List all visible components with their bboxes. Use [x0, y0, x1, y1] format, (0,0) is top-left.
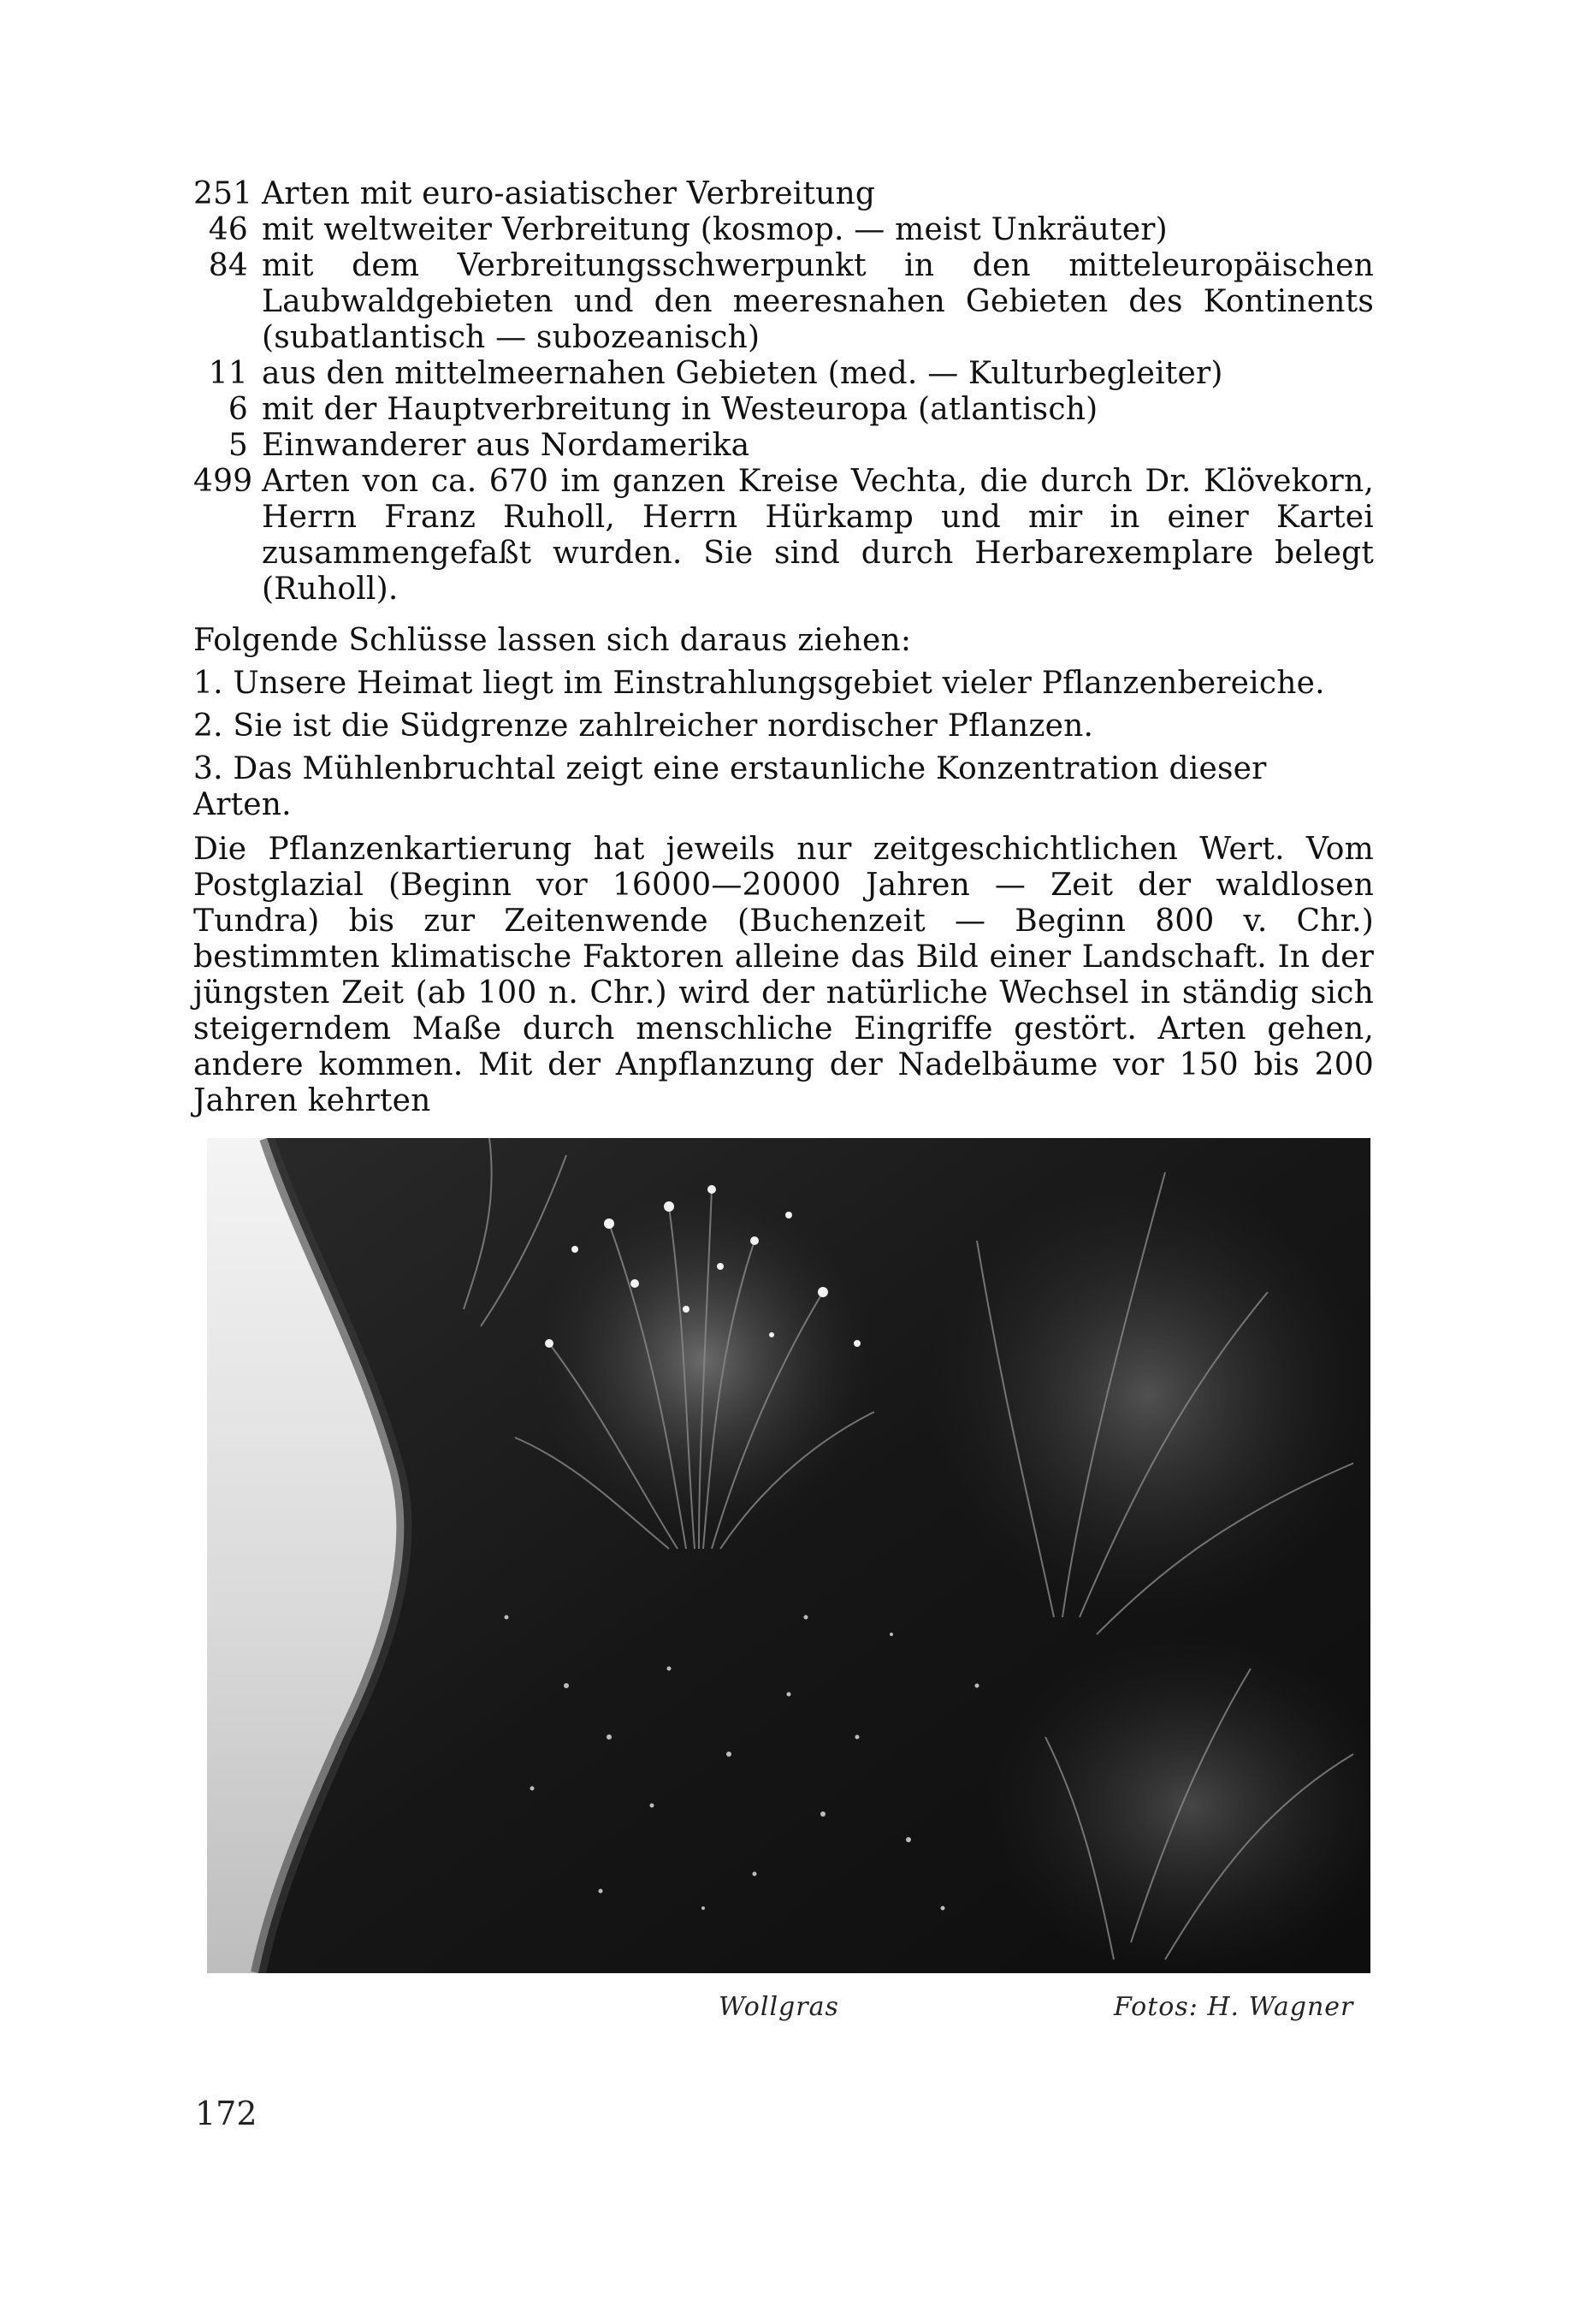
conclusion-item: 2. Sie ist die Südgrenze zahlreicher nordischer Pflanzen. — [193, 708, 1094, 744]
stat-description: aus den mittelmeernahen Gebieten (med. — Kulturbegleiter) — [262, 356, 1223, 391]
conclusions-lead: Folgende Schlüsse lassen sich daraus ziehen: — [193, 623, 912, 658]
body-paragraph: Die Pflanzenkartierung hat jeweils nur zeitgeschichtlichen Wert. Vom Postglazial (Beginn vor 16000—20000 Jahren — Zeit der waldlosen Tundra) bis zur Zeitenwende (Buchenzeit — Beginn 800 v. Chr.) bestimmten klimatische Faktoren alleine das Bild einer Landschaft. In der jüngsten Zeit (ab 100 n. Chr.) wird der natürliche Wechsel in ständig sich steigerndem Maße durch menschliche Eingriffe gestört. Arten gehen, andere kommen. Mit der Anpflanzung der Nadelbäume vor 150 bis 200 Jahren kehrten — [193, 832, 1374, 1118]
stat-row — [193, 356, 1374, 392]
stat-row — [193, 248, 1374, 356]
conclusion-item: 3. Das Mühlenbruchtal zeigt eine erstaunliche Konzentration dieser Arten. — [193, 751, 1267, 822]
stat-row — [193, 212, 1374, 248]
stat-count: 5 — [228, 428, 248, 463]
stat-count: 84 — [208, 248, 248, 283]
stat-description: Einwanderer aus Nordamerika — [262, 428, 750, 463]
photo-credit: Fotos: H. Wagner — [1114, 1992, 1354, 2022]
stat-count: 46 — [208, 212, 248, 247]
stat-count: 499 — [193, 464, 253, 499]
stat-row — [193, 428, 1374, 464]
species-statistics — [193, 176, 1374, 608]
page-number: 172 — [195, 2095, 257, 2132]
stat-row — [193, 176, 1374, 212]
stat-count: 6 — [228, 392, 248, 427]
stat-count: 251 — [193, 176, 253, 211]
stat-description: mit der Hauptverbreitung in Westeuropa (atlantisch) — [262, 392, 1098, 427]
stat-row — [193, 464, 1374, 608]
text-block — [193, 176, 1374, 1119]
stat-row — [193, 392, 1374, 428]
conclusion-item: 1. Unsere Heimat liegt im Einstrahlungsgebiet vieler Pflanzenbereiche. — [193, 666, 1325, 701]
stat-count: 11 — [208, 356, 248, 391]
photo-illustration — [207, 1138, 1370, 1973]
stat-description: Arten mit euro-asiatischer Verbreitung — [262, 176, 876, 211]
stat-description: mit weltweiter Verbreitung (kosmop. — meist Unkräuter) — [262, 212, 1168, 247]
photo-caption: Wollgras — [719, 1992, 839, 2022]
stat-description: Arten von ca. 670 im ganzen Kreise Vechta, die durch Dr. Klövekorn, Herrn Franz Ruholl, Herrn Hürkamp und mir in einer Kartei zusammengefaßt wurden. Sie sind durch Herbarexemplare belegt (Ruholl). — [262, 464, 1374, 607]
stat-description: mit dem Verbreitungsschwerpunkt in den mitteleuropäischen Laubwaldgebieten und den meeresnahen Gebieten des Kontinents (subatlantisch — subozeanisch) — [262, 248, 1374, 355]
cotton-grass-photo — [207, 1138, 1370, 1973]
